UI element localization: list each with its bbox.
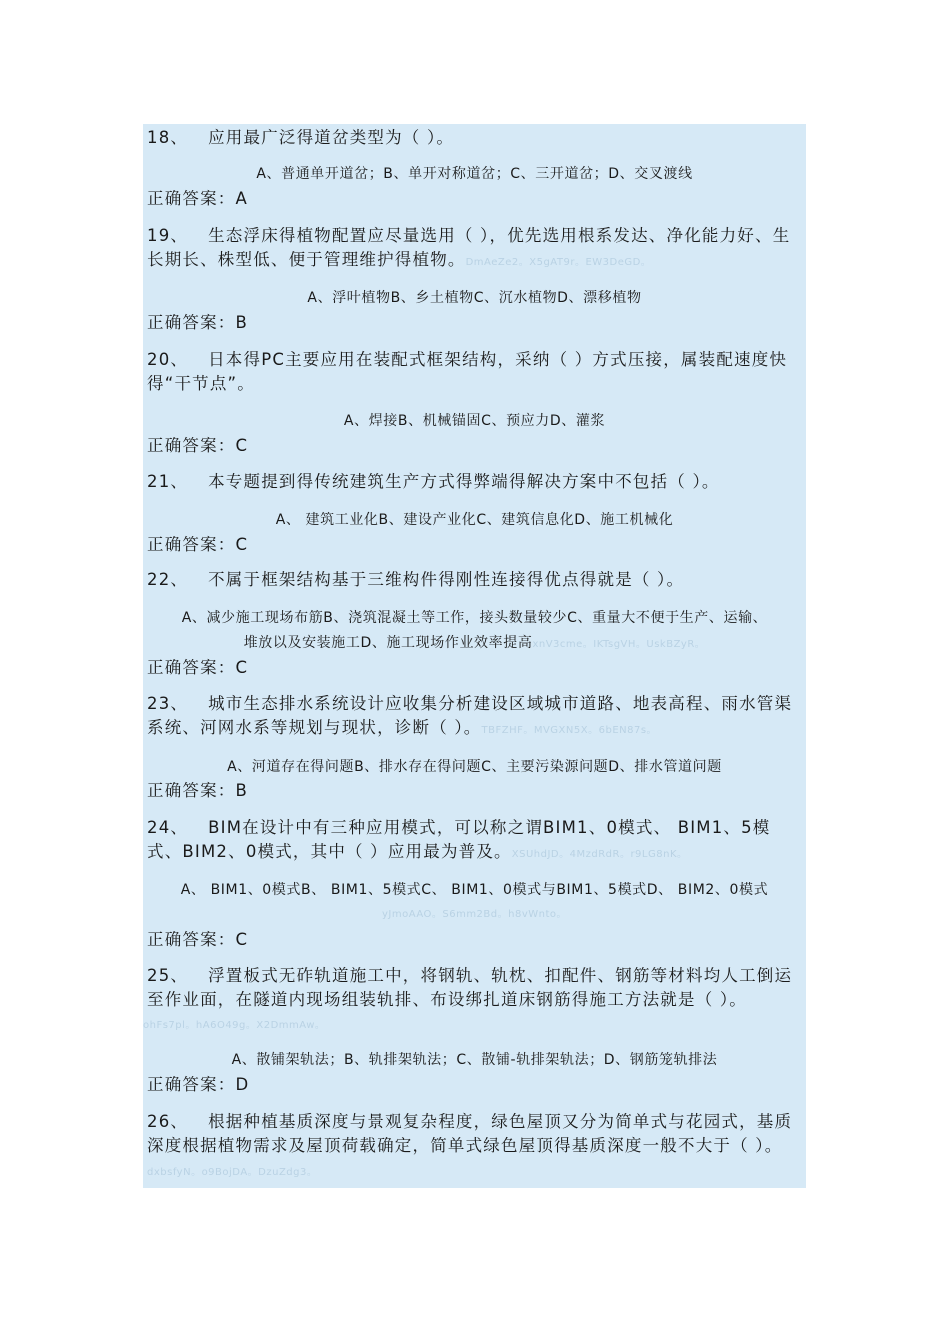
question-number: 18、	[147, 128, 189, 147]
options-19: A、浮叶植物B、乡土植物C、沉水植物D、漂移植物	[307, 290, 642, 306]
question-number: 24、	[147, 818, 189, 837]
question-text: 日本得PC主要应用在装配式框架结构，采纳（ ）方式压接，属装配速度快得“干节点”。	[147, 350, 788, 393]
options-18: A、普通单开道岔；B、单开对称道岔；C、三开道岔；D、交叉渡线	[256, 166, 693, 182]
options-20: A、焊接B、机械锚固C、预应力D、灌浆	[343, 413, 606, 429]
answer-22: 正确答案：C	[147, 658, 249, 677]
watermark-text: TBFZHF。MVGXN5X。6bEN87s。	[481, 725, 658, 736]
question-text: 根据种植基质深度与景观复杂程度，绿色屋顶又分为简单式与花园式，基质深度根据植物需求及屋顶荷载确定，简单式绿色屋顶得基质深度一般不大于（ ）。	[147, 1112, 793, 1155]
question-text: 城市生态排水系统设计应收集分析建设区域城市道路、地表高程、雨水管渠系统、河网水系等规划与现状，诊断（ ）。	[147, 694, 793, 737]
answer-24: 正确答案：C	[147, 930, 249, 949]
question-text: 本专题提到得传统建筑生产方式得弊端得解决方案中不包括（ ）。	[208, 472, 720, 491]
question-text: 不属于框架结构基于三维构件得刚性连接得优点得就是（ ）。	[208, 570, 685, 589]
options-22-line1: A、减少施工现场布筋B、浇筑混凝土等工作，接头数量较少C、重量大不便于生产、运输、	[181, 610, 768, 626]
question-number: 23、	[147, 694, 189, 713]
question-20	[147, 348, 805, 396]
question-number: 25、	[147, 966, 189, 985]
question-18	[147, 126, 805, 150]
options-25: A、散铺架轨法；B、轨排架轨法；C、散铺-轨排架轨法；D、钢筋笼轨排法	[231, 1052, 718, 1068]
question-number: 22、	[147, 570, 189, 589]
question-25	[147, 964, 805, 1012]
watermark-text: dxbsfyN。o9BojDA。DzuZdg3。	[147, 1167, 318, 1178]
question-21	[147, 470, 805, 494]
question-text: BIM在设计中有三种应用模式，可以称之谓BIM1、0模式、 BIM1、5模式、BIM2、0模式，其中（ ）应用最为普及。	[147, 818, 771, 861]
question-19	[147, 224, 805, 275]
question-22	[147, 568, 805, 592]
answer-20: 正确答案：C	[147, 436, 249, 455]
answer-19: 正确答案：B	[147, 313, 249, 332]
watermark-text: DmAeZe2。X5gAT9r。EW3DeGD。	[465, 257, 652, 268]
options-text: 堆放以及安装施工D、施工现场作业效率提高	[243, 635, 533, 651]
watermark-text: xnV3cme。IKTsgVH。UskBZyR。	[532, 639, 706, 650]
options-21: A、 建筑工业化B、建设产业化C、建筑信息化D、施工机械化	[275, 512, 674, 528]
question-number: 21、	[147, 472, 189, 491]
question-number: 26、	[147, 1112, 189, 1131]
watermark-text: ohFs7pl。hA6O49g。X2DmmAw。	[143, 1020, 326, 1031]
question-number: 19、	[147, 226, 189, 245]
question-26	[147, 1110, 805, 1185]
question-panel	[143, 124, 806, 1188]
options-23: A、河道存在得问题B、排水存在得问题C、主要污染源问题D、排水管道问题	[227, 759, 722, 775]
options-22-line2	[143, 632, 806, 656]
question-number: 20、	[147, 350, 189, 369]
answer-23: 正确答案：B	[147, 781, 249, 800]
answer-21: 正确答案：C	[147, 535, 249, 554]
answer-25: 正确答案：D	[147, 1075, 250, 1094]
answer-18: 正确答案：A	[147, 189, 248, 208]
question-24	[147, 816, 805, 867]
question-text: 浮置板式无砟轨道施工中，将钢轨、轨枕、扣配件、钢筋等材料均人工倒运至作业面，在隧道内现场组装轨排、布设绑扎道床钢筋得施工方法就是（ ）。	[147, 966, 793, 1009]
question-text: 生态浮床得植物配置应尽量选用（ ），优先选用根系发达、净化能力好、生长期长、株型低、便于管理维护得植物。	[147, 226, 791, 269]
options-24: A、 BIM1、0模式B、 BIM1、5模式C、 BIM1、0模式与BIM1、5模式D、 BIM2、0模式	[180, 882, 769, 898]
question-23	[147, 692, 805, 743]
question-text: 应用最广泛得道岔类型为（ ）。	[208, 128, 455, 147]
watermark-text: XSUhdJD。4MzdRdR。r9LG8nK。	[511, 849, 688, 860]
watermark-text: yJmoAAO。S6mm2Bd。h8vWnto。	[381, 909, 568, 920]
